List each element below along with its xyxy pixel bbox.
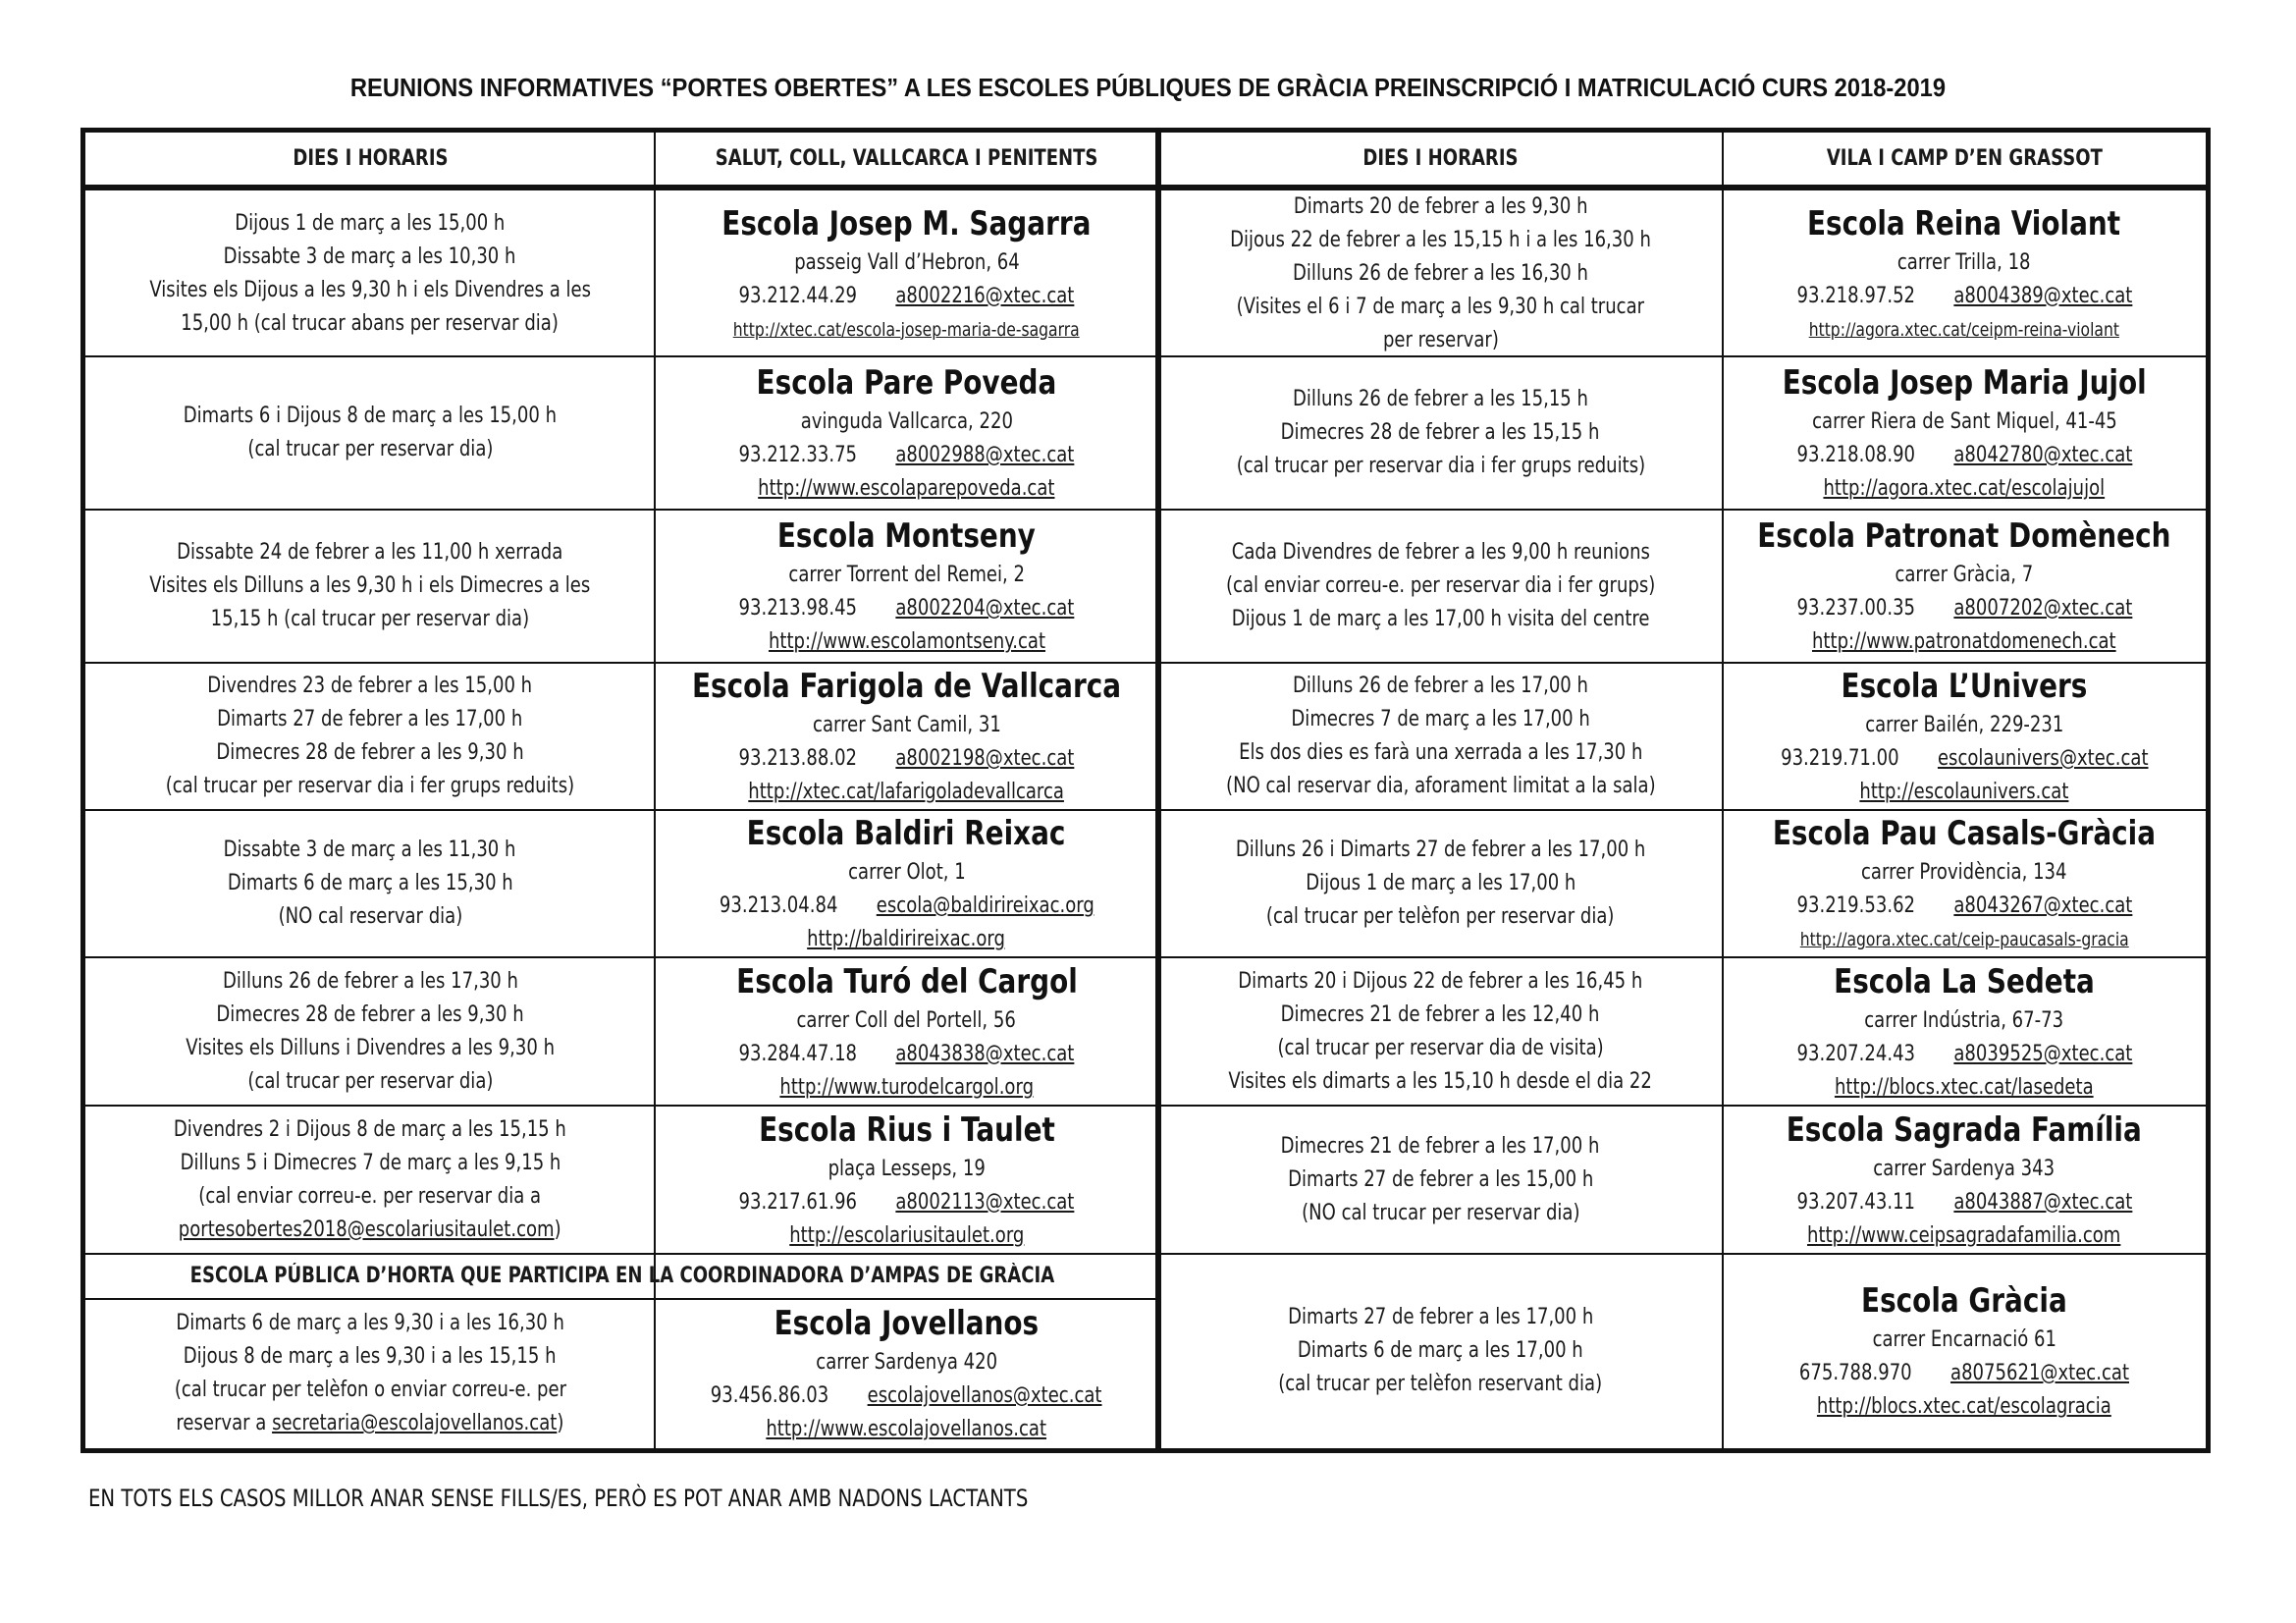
school-email-link[interactable]: a8039525@xtec.cat xyxy=(1952,1041,2132,1066)
school-address: carrer Trilla, 18 xyxy=(1897,249,2031,275)
school-email-link[interactable]: a8042780@xtec.cat xyxy=(1952,443,2132,467)
schedule-cell xyxy=(1158,356,1723,510)
school-email-link[interactable]: escolajovellanos@xtec.cat xyxy=(867,1383,1102,1408)
school-address: carrer Providència, 134 xyxy=(1861,860,2067,885)
schedule-line: Dimecres 28 de febrer a les 15,15 h xyxy=(1281,420,1600,445)
schedule-line: Dilluns 26 i Dimarts 27 de febrer a les 17,00 h xyxy=(1235,838,1646,862)
school-website-link[interactable]: http://www.escolamontseny.cat xyxy=(768,629,1045,654)
schedule-line: Dimarts 27 de febrer a les 17,00 h xyxy=(217,707,523,731)
school-email-link[interactable]: a8002198@xtec.cat xyxy=(895,746,1075,771)
schedule-line: (cal trucar per reservar dia i fer grups reduits) xyxy=(1236,454,1645,478)
schedule-line: Divendres 23 de febrer a les 15,00 h xyxy=(207,674,533,698)
schedule-line: Dijous 1 de març a les 17,00 h xyxy=(1305,871,1576,895)
schedule-line: Visites els Dilluns i Divendres a les 9,30 h xyxy=(186,1035,555,1060)
school-cell xyxy=(1723,190,2206,356)
school-phone: 93.207.43.11 xyxy=(1796,1189,1915,1215)
school-name: Escola Josep Maria Jujol xyxy=(1782,363,2147,403)
school-phone: 93.217.61.96 xyxy=(738,1189,858,1215)
school-contact xyxy=(1781,742,2148,776)
school-phone: 93.219.53.62 xyxy=(1796,893,1915,918)
horta-banner xyxy=(85,1254,1158,1299)
school-address: carrer Bailén, 229-231 xyxy=(1864,713,2064,737)
school-address: carrer Sardenya 343 xyxy=(1873,1156,2056,1181)
school-cell xyxy=(655,356,1158,510)
school-name: Escola Rius i Taulet xyxy=(758,1109,1055,1150)
school-address: carrer Riera de Sant Miquel, 41-45 xyxy=(1811,409,2117,434)
school-contact xyxy=(739,439,1075,472)
schedule-line: Dilluns 26 de febrer a les 17,00 h xyxy=(1293,674,1588,698)
header-dies-horaris-left xyxy=(85,133,655,185)
school-address: passeig Vall d’Hebron, 64 xyxy=(793,249,1020,275)
document-title: REUNIONS INFORMATIVES “PORTES OBERTES” A LES ESCOLES PÚBLIQUES DE GRÀCIA PREINSCRIPCIÓ I MATRICULACIÓ CURS 2018-2019 xyxy=(349,75,1947,102)
school-website-link[interactable]: http://xtec.cat/escola-josep-maria-de-sagarra xyxy=(733,318,1080,341)
schedule-cell xyxy=(1158,957,1723,1106)
school-name: Escola Baldiri Reixac xyxy=(747,814,1066,853)
schedule-line: Visites els Dilluns a les 9,30 h i els Dimecres a les xyxy=(149,573,591,598)
school-cell xyxy=(655,1299,1158,1448)
school-address: carrer Olot, 1 xyxy=(847,860,966,885)
schedule-line: Dijous 1 de març a les 15,00 h xyxy=(235,210,506,236)
schools-table xyxy=(80,128,2211,1453)
school-phone: 93.213.04.84 xyxy=(719,893,838,918)
schedule-line: Dimecres 21 de febrer a les 12,40 h xyxy=(1281,1001,1600,1027)
school-website-link[interactable]: http://xtec.cat/lafarigoladevallcarca xyxy=(748,780,1065,804)
school-name: Escola La Sedeta xyxy=(1834,961,2095,1001)
schedule-email-link[interactable]: secretaria@escolajovellanos.cat xyxy=(272,1411,558,1435)
school-contact xyxy=(739,280,1075,313)
schedule-line: per reservar) xyxy=(1382,327,1499,352)
school-contact xyxy=(1796,890,2132,923)
school-name: Escola Gràcia xyxy=(1861,1281,2067,1321)
school-email-link[interactable]: a8043887@xtec.cat xyxy=(1952,1189,2132,1215)
school-contact xyxy=(1799,1357,2129,1390)
schedule-line: Dimarts 6 de març a les 9,30 i a les 16,30 h xyxy=(176,1311,564,1335)
school-email-link[interactable]: a8007202@xtec.cat xyxy=(1952,596,2132,621)
school-website-link[interactable]: http://escolariusitaulet.org xyxy=(788,1222,1025,1248)
school-email-link[interactable]: a8002113@xtec.cat xyxy=(895,1189,1075,1215)
school-name: Escola Farigola de Vallcarca xyxy=(691,667,1122,706)
schedule-line: Visites els Dijous a les 9,30 h i els Divendres a les xyxy=(149,277,591,302)
school-name: Escola Jovellanos xyxy=(774,1304,1040,1343)
schedule-cell xyxy=(85,190,655,356)
schedule-line: Dimarts 27 de febrer a les 15,00 h xyxy=(1287,1166,1594,1192)
schedule-contact-line xyxy=(179,1214,561,1247)
schedule-line: (cal trucar per reservar dia de visita) xyxy=(1277,1035,1604,1060)
school-cell xyxy=(655,1106,1158,1254)
school-address: avinguda Vallcarca, 220 xyxy=(800,409,1013,434)
schedule-line: (cal trucar per telèfon per reservar dia) xyxy=(1266,904,1615,929)
schedule-cell xyxy=(1158,190,1723,356)
schedule-line: Dimecres 28 de febrer a les 9,30 h xyxy=(216,740,524,765)
schedule-line: Dilluns 26 de febrer a les 15,15 h xyxy=(1293,387,1588,411)
schedule-line: (cal trucar per telèfon o enviar correu-e. per xyxy=(174,1378,566,1402)
school-name: Escola Reina Violant xyxy=(1807,203,2121,243)
column-header-label: DIES I HORARIS xyxy=(1362,145,1519,171)
school-contact xyxy=(1796,280,2132,313)
schedule-line: Els dos dies es farà una xerrada a les 17,30 h xyxy=(1238,740,1643,765)
schedule-cell xyxy=(85,356,655,510)
schedule-cell xyxy=(1158,810,1723,957)
school-phone: 93.212.33.75 xyxy=(738,443,858,467)
school-phone: 675.788.970 xyxy=(1798,1361,1912,1385)
schedule-cell xyxy=(1158,663,1723,810)
column-header-label: SALUT, COLL, VALLCARCA I PENITENTS xyxy=(715,145,1098,171)
schedule-line: Dimarts 6 de març a les 15,30 h xyxy=(227,871,513,895)
schedule-line: (NO cal reservar dia) xyxy=(278,904,462,929)
schedule-line: Dijous 22 de febrer a les 15,15 h i a les 16,30 h xyxy=(1230,227,1651,252)
schedule-cell xyxy=(85,957,655,1106)
school-website-link[interactable]: http://agora.xtec.cat/ceip-paucasals-gracia xyxy=(1799,929,2129,950)
schedule-line: Dimarts 6 i Dijous 8 de març a les 15,00 h xyxy=(183,404,558,428)
schedule-line: Dijous 1 de març a les 17,00 h visita del centre xyxy=(1231,607,1650,631)
school-phone: 93.219.71.00 xyxy=(1780,746,1899,771)
school-website-link[interactable]: http://www.turodelcargol.org xyxy=(779,1074,1034,1100)
schedule-line: (cal trucar per reservar dia i fer grups reduits) xyxy=(165,774,575,798)
school-contact xyxy=(739,1038,1075,1071)
schedule-line: (cal enviar correu-e. per reservar dia a xyxy=(198,1183,542,1209)
column-header-label: VILA I CAMP D’EN GRASSOT xyxy=(1826,145,2103,171)
school-name: Escola Pare Poveda xyxy=(756,363,1057,403)
school-website-link[interactable]: http://baldirireixac.org xyxy=(807,927,1006,951)
schedule-line: Dimarts 27 de febrer a les 17,00 h xyxy=(1287,1305,1594,1329)
header-district-vila xyxy=(1723,133,2206,185)
school-cell xyxy=(1723,1254,2206,1448)
school-contact xyxy=(739,742,1075,776)
header-dies-horaris-right xyxy=(1158,133,1723,185)
schedule-line: Dimarts 20 i Dijous 22 de febrer a les 16,45 h xyxy=(1238,968,1643,994)
school-email-link[interactable]: a8002204@xtec.cat xyxy=(895,596,1075,621)
school-name: Escola Pau Casals-Gràcia xyxy=(1772,814,2157,853)
schedule-line: Dimecres 21 de febrer a les 17,00 h xyxy=(1281,1133,1600,1159)
schedule-cell xyxy=(85,1299,655,1448)
footer-note: EN TOTS ELS CASOS MILLOR ANAR SENSE FILLS/ES, PERÒ ES POT ANAR AMB NADONS LACTANTS xyxy=(88,1485,1029,1512)
schedule-line: Dilluns 26 de febrer a les 16,30 h xyxy=(1293,260,1588,286)
schedule-line: Dissabte 24 de febrer a les 11,00 h xerrada xyxy=(177,540,563,565)
schedule-line: Dilluns 26 de febrer a les 17,30 h xyxy=(222,968,518,994)
schedule-cell xyxy=(1158,1254,1723,1448)
school-website-link[interactable]: http://agora.xtec.cat/ceipm-reina-violant xyxy=(1808,318,2120,341)
schedule-line: Dimecres 28 de febrer a les 9,30 h xyxy=(216,1001,524,1027)
school-cell xyxy=(1723,663,2206,810)
school-phone: 93.456.86.03 xyxy=(711,1383,829,1408)
schedule-line: Dimarts 6 de març a les 17,00 h xyxy=(1298,1338,1583,1363)
schedule-suffix: ) xyxy=(557,1411,564,1435)
school-cell xyxy=(1723,810,2206,957)
schedule-line: Dimecres 7 de març a les 17,00 h xyxy=(1291,707,1590,731)
school-contact xyxy=(739,592,1075,625)
school-address: carrer Indústria, 67-73 xyxy=(1864,1007,2064,1033)
school-email-link[interactable]: a8043838@xtec.cat xyxy=(895,1041,1075,1066)
school-address: carrer Sant Camil, 31 xyxy=(812,713,1001,737)
school-email-link[interactable]: a8002216@xtec.cat xyxy=(895,283,1075,308)
schedule-line: (cal enviar correu-e. per reservar dia i fer grups) xyxy=(1225,573,1656,598)
school-cell xyxy=(655,810,1158,957)
school-phone: 93.237.00.35 xyxy=(1796,596,1915,621)
schedule-line: (Visites el 6 i 7 de març a les 9,30 h cal trucar xyxy=(1236,294,1645,319)
school-name: Escola Josep M. Sagarra xyxy=(721,203,1092,243)
school-address: carrer Coll del Portell, 56 xyxy=(796,1007,1017,1033)
school-name: Escola Turó del Cargol xyxy=(735,961,1078,1001)
school-address: carrer Sardenya 420 xyxy=(816,1350,997,1375)
schedule-cell xyxy=(85,510,655,663)
school-phone: 93.212.44.29 xyxy=(738,283,858,308)
school-phone: 93.284.47.18 xyxy=(738,1041,858,1066)
school-website-link[interactable]: http://escolaunivers.cat xyxy=(1859,780,2069,804)
school-website-link[interactable]: http://www.ceipsagradafamilia.com xyxy=(1807,1222,2121,1248)
school-cell xyxy=(655,663,1158,810)
school-website-link[interactable]: http://agora.xtec.cat/escolajujol xyxy=(1823,476,2106,501)
school-website-link[interactable]: http://blocs.xtec.cat/lasedeta xyxy=(1835,1074,2094,1100)
schedule-line: Dilluns 5 i Dimecres 7 de març a les 9,15 h xyxy=(180,1150,561,1175)
schedule-line: Cada Divendres de febrer a les 9,00 h reunions xyxy=(1231,540,1650,565)
school-phone: 93.218.08.90 xyxy=(1796,443,1915,467)
school-address: plaça Lesseps, 19 xyxy=(828,1156,986,1181)
schedule-line: (cal trucar per telèfon reservant dia) xyxy=(1278,1372,1603,1396)
schedule-cell xyxy=(85,1106,655,1254)
schedule-line: Dimarts 20 de febrer a les 9,30 h xyxy=(1293,193,1588,219)
schedule-line: Visites els dimarts a les 15,10 h desde el dia 22 xyxy=(1228,1068,1653,1094)
schedule-cell xyxy=(1158,510,1723,663)
school-cell xyxy=(655,957,1158,1106)
school-phone: 93.207.24.43 xyxy=(1796,1041,1915,1066)
schedule-line: 15,15 h (cal trucar per reservar dia) xyxy=(210,607,530,631)
horta-banner-label: ESCOLA PÚBLICA D’HORTA QUE PARTICIPA EN LA COORDINADORA D’AMPAS DE GRÀCIA xyxy=(189,1264,1054,1288)
school-phone: 93.213.98.45 xyxy=(738,596,858,621)
school-contact xyxy=(1796,439,2132,472)
school-contact xyxy=(1796,1186,2132,1219)
school-website-link[interactable]: http://blocs.xtec.cat/escolagracia xyxy=(1817,1394,2111,1419)
column-header-label: DIES I HORARIS xyxy=(292,145,449,171)
school-contact xyxy=(1796,592,2132,625)
school-email-link[interactable]: escola@baldirireixac.org xyxy=(876,893,1095,918)
school-email-link[interactable]: escolaunivers@xtec.cat xyxy=(1937,746,2149,771)
schedule-line: (NO cal reservar dia, aforament limitat a la sala) xyxy=(1225,774,1656,798)
school-name: Escola Montseny xyxy=(776,516,1036,556)
schedule-line: Dijous 8 de març a les 9,30 i a les 15,15 h xyxy=(184,1344,557,1369)
school-website-link[interactable]: http://www.patronatdomenech.cat xyxy=(1812,629,2116,654)
school-email-link[interactable]: a8002988@xtec.cat xyxy=(895,443,1075,467)
schedule-cell xyxy=(1158,1106,1723,1254)
school-phone: 93.218.97.52 xyxy=(1796,283,1915,308)
header-district-salut xyxy=(655,133,1158,185)
school-email-link[interactable]: a8075621@xtec.cat xyxy=(1950,1361,2130,1385)
school-email-link[interactable]: a8043267@xtec.cat xyxy=(1952,893,2132,918)
schedule-contact-line xyxy=(176,1407,563,1440)
schedule-line: Dissabte 3 de març a les 11,30 h xyxy=(224,838,516,862)
school-cell xyxy=(1723,510,2206,663)
school-cell xyxy=(1723,957,2206,1106)
school-name: Escola Sagrada Família xyxy=(1786,1109,2143,1150)
school-contact xyxy=(720,890,1095,923)
school-address: carrer Encarnació 61 xyxy=(1872,1327,2056,1352)
schedule-line: (NO cal trucar per reservar dia) xyxy=(1301,1200,1580,1225)
school-phone: 93.213.88.02 xyxy=(738,746,858,771)
schedule-line: (cal trucar per reservar dia) xyxy=(246,437,493,461)
school-website-link[interactable]: http://www.escolaparepoveda.cat xyxy=(758,476,1055,501)
schedule-email-link[interactable]: portesobertes2018@escolariusitaulet.com xyxy=(179,1217,555,1242)
schedule-line: 15,00 h (cal trucar abans per reservar dia) xyxy=(181,310,560,336)
school-name: Escola L’Univers xyxy=(1841,667,2088,706)
schedule-cell xyxy=(85,810,655,957)
schedule-line: (cal trucar per reservar dia) xyxy=(246,1068,493,1094)
school-address: carrer Torrent del Remei, 2 xyxy=(788,563,1025,587)
schedule-suffix: ) xyxy=(554,1217,561,1242)
school-cell xyxy=(655,190,1158,356)
school-cell xyxy=(655,510,1158,663)
schedule-cell xyxy=(85,663,655,810)
school-website-link[interactable]: http://www.escolajovellanos.cat xyxy=(766,1417,1047,1441)
school-name: Escola Patronat Domènech xyxy=(1757,516,2171,556)
school-cell xyxy=(1723,1106,2206,1254)
school-contact xyxy=(711,1380,1102,1413)
school-contact xyxy=(739,1186,1075,1219)
schedule-line: Divendres 2 i Dijous 8 de març a les 15,15 h xyxy=(174,1116,566,1142)
schedule-prefix: reservar a xyxy=(176,1411,273,1435)
school-address: carrer Gràcia, 7 xyxy=(1895,563,2034,587)
school-contact xyxy=(1796,1038,2132,1071)
school-email-link[interactable]: a8004389@xtec.cat xyxy=(1952,283,2132,308)
schedule-line: Dissabte 3 de març a les 10,30 h xyxy=(224,243,516,269)
school-cell xyxy=(1723,356,2206,510)
